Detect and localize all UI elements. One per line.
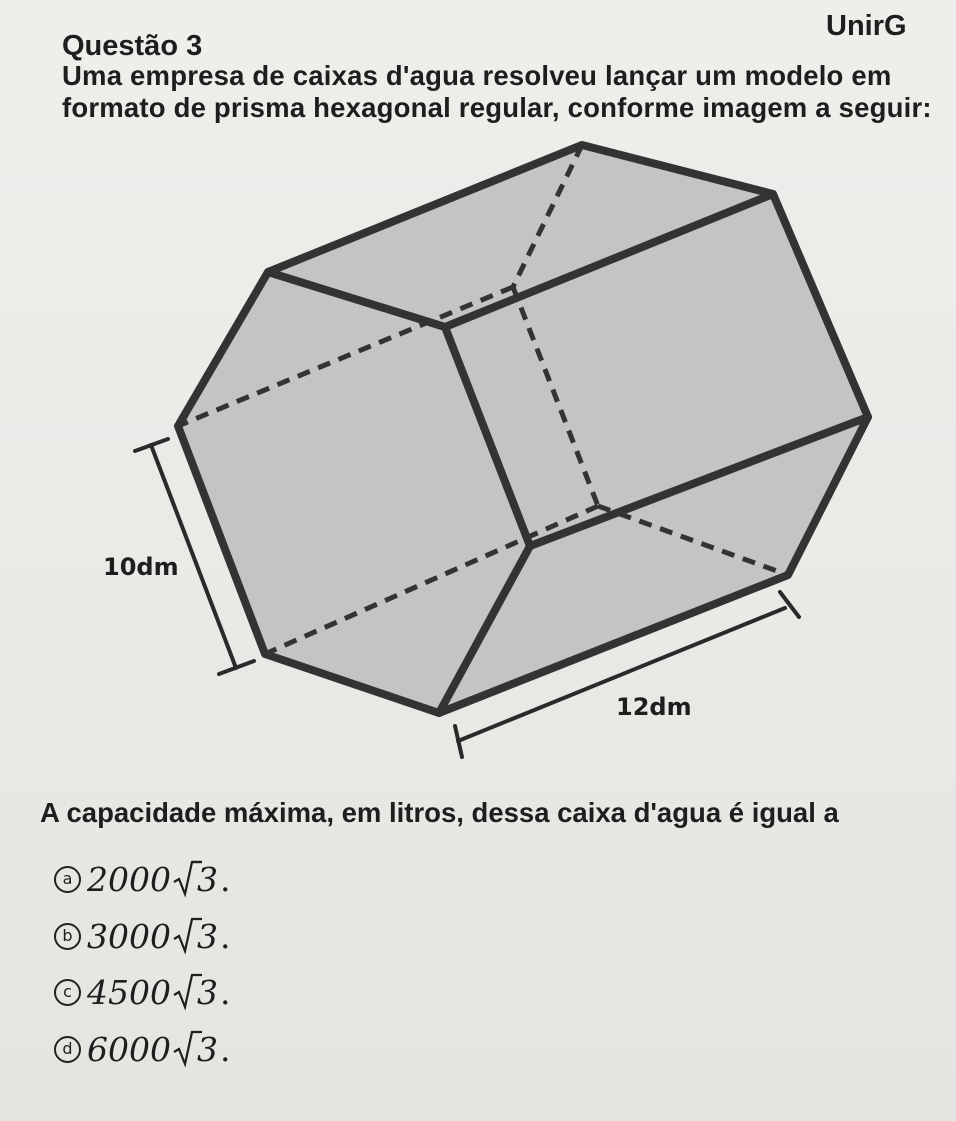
option-radicand: 3	[197, 917, 218, 956]
option-letter-badge: a	[54, 866, 81, 893]
statement-line-1: Uma empresa de caixas d'agua resolveu lançar um modelo em	[62, 60, 892, 91]
option-coefficient: 6000	[87, 1030, 171, 1069]
option-radicand: 3	[197, 973, 218, 1012]
option-period: .	[220, 1030, 231, 1069]
option-letter-badge: b	[54, 923, 81, 950]
option-letter-badge: c	[54, 979, 81, 1006]
option-period: .	[220, 973, 231, 1012]
option-period: .	[220, 917, 231, 956]
option-coefficient: 3000	[87, 917, 171, 956]
question-title: Questão 3	[62, 30, 203, 62]
option-coefficient: 2000	[87, 860, 171, 899]
option-letter-badge: d	[54, 1036, 81, 1063]
height-dimension-label: 10dm	[103, 553, 179, 581]
length-dimension-label: 12dm	[616, 693, 692, 721]
option-radicand: 3	[197, 860, 218, 899]
institution-label: UnirG	[826, 10, 907, 42]
question-prompt: A capacidade máxima, em litros, dessa caixa d'agua é igual a	[40, 797, 839, 828]
option-period: .	[220, 860, 231, 899]
statement-line-2: formato de prisma hexagonal regular, conforme imagem a seguir:	[62, 92, 932, 123]
option-radicand: 3	[197, 1030, 218, 1069]
option-coefficient: 4500	[87, 973, 171, 1012]
